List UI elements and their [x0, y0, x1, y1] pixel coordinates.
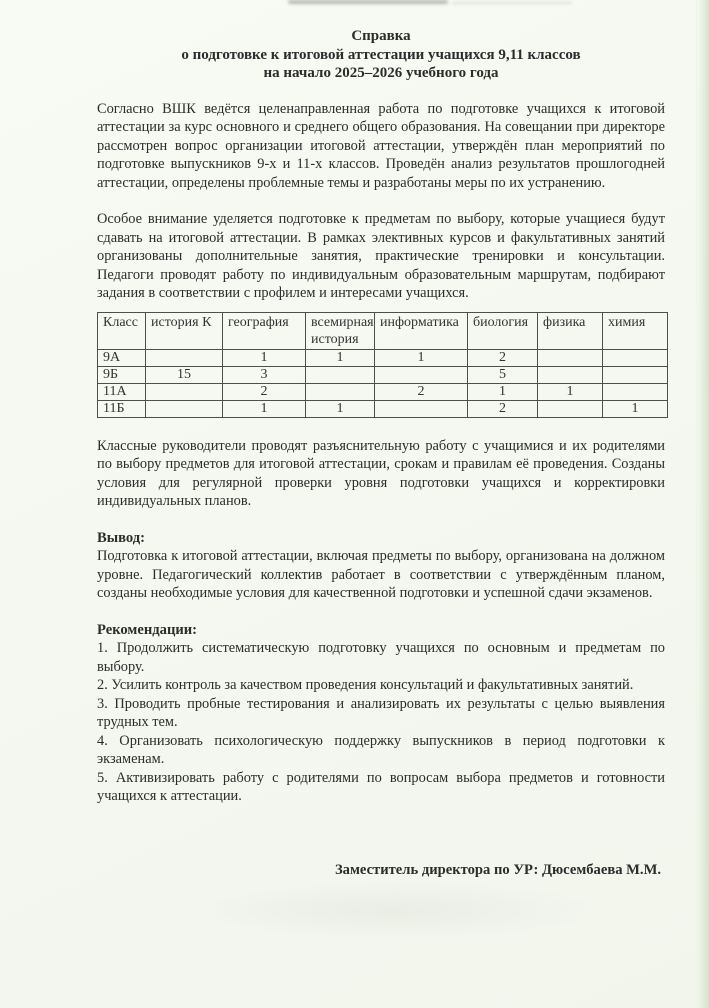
table-header-row	[98, 312, 668, 349]
table-cell	[603, 349, 668, 366]
document-content	[97, 27, 665, 879]
title-line-1: Справка	[351, 28, 411, 44]
document-title	[97, 27, 665, 83]
table-cell: 2	[468, 349, 538, 366]
table-cell: 1	[223, 349, 306, 366]
recommendation-item-4: 4. Организовать психологическую поддержку выпускников в период подготовки к экзаменам.	[97, 732, 665, 767]
paragraph-class-teachers: Классные руководители проводят разъяснительную работу с учащимися и их родителями по выбору предметов для итоговой аттестации, срокам и правилам её проведения. Созданы условия для регулярной проверки уровня подготовки учащихся и корректировки индивидуальных планов.	[97, 437, 665, 509]
subjects-table	[97, 312, 668, 418]
table-cell: 9Б	[98, 366, 146, 383]
table-cell: 1	[375, 349, 468, 366]
table-cell: 1	[306, 400, 375, 417]
table-cell: 1	[538, 383, 603, 400]
recommendations-heading: Рекомендации:	[97, 621, 198, 638]
table-row-9b	[98, 366, 668, 383]
table-cell	[603, 383, 668, 400]
table-row-11a	[98, 383, 668, 400]
table-cell: 2	[375, 383, 468, 400]
table-cell	[306, 383, 375, 400]
table-cell: 9А	[98, 349, 146, 366]
conclusion-heading: Вывод:	[97, 529, 146, 546]
table-cell: 1	[223, 400, 306, 417]
table-cell: 5	[468, 366, 538, 383]
table-cell	[538, 366, 603, 383]
table-cell	[375, 400, 468, 417]
table-row-9a	[98, 349, 668, 366]
conclusion-text: Подготовка к итоговой аттестации, включая предметы по выбору, организована на должном уровне. Педагогический коллектив работает в соответствии с утверждённым планом, созданы необходимые условия для качественной подготовки и успешной сдачи экзаменов.	[97, 548, 665, 601]
signature-line: Заместитель директора по УР: Дюсембаева М.М.	[334, 861, 661, 878]
scan-bleedthrough	[180, 880, 600, 940]
table-cell	[146, 400, 223, 417]
paragraph-intro: Согласно ВШК ведётся целенаправленная работа по подготовке учащихся к итоговой аттестации за курс основного и среднего общего образования. На совещании при директоре рассмотрен вопрос организации итоговой аттестации, утверждён план мероприятий по подготовке выпускников 9-х и 11-х классов. Проведён анализ результатов прошлогодней аттестации, определены проблемные темы и разработаны меры по их устранению.	[97, 100, 665, 191]
table-cell: 1	[468, 383, 538, 400]
table-cell	[375, 366, 468, 383]
table-cell	[146, 349, 223, 366]
table-cell: 11А	[98, 383, 146, 400]
recommendation-item-2: 2. Усилить контроль за качеством проведения консультаций и факультативных занятий.	[97, 677, 634, 693]
table-cell: 1	[603, 400, 668, 417]
table-header-chemistry: химия	[603, 312, 668, 349]
table-cell	[603, 366, 668, 383]
table-header-world-history: всемирная история	[306, 312, 375, 349]
table-cell: 2	[468, 400, 538, 417]
table-header-physics: физика	[538, 312, 603, 349]
table-header-biology: биология	[468, 312, 538, 349]
table-header-class: Класс	[98, 312, 146, 349]
table-cell: 15	[146, 366, 223, 383]
table-cell	[146, 383, 223, 400]
title-line-2: о подготовке к итоговой аттестации учащихся 9,11 классов	[181, 46, 581, 63]
recommendation-item-5: 5. Активизировать работу с родителями по вопросам выбора предметов и готовности учащихся к аттестации.	[97, 769, 665, 804]
scan-artifact-top	[288, 0, 448, 4]
table-row-11b	[98, 400, 668, 417]
recommendation-item-1: 1. Продолжить систематическую подготовку учащихся по основным и предметам по выбору.	[97, 640, 665, 675]
table-cell	[306, 366, 375, 383]
table-header-geography: география	[223, 312, 306, 349]
table-cell	[538, 400, 603, 417]
table-cell: 11Б	[98, 400, 146, 417]
recommendation-item-3: 3. Проводить пробные тестирования и анализировать их результаты с целью выявления трудных тем.	[97, 695, 665, 730]
table-header-informatics: информатика	[375, 312, 468, 349]
paragraph-elective-subjects: Особое внимание уделяется подготовке к предметам по выбору, которые учащиеся будут сдавать на итоговой аттестации. В рамках элективных курсов и факультативных занятий организованы дополнительные занятия, практические тренировки и консультации. Педагоги проводят работу по индивидуальным образовательным маршрутам, подбирают задания в соответствии с профилем и интересами учащихся.	[97, 211, 665, 301]
title-line-3: на начало 2025–2026 учебного года	[263, 65, 499, 81]
table-cell: 1	[306, 349, 375, 366]
table-cell	[538, 349, 603, 366]
recommendations-list	[97, 639, 665, 806]
scan-artifact-top-secondary	[452, 2, 572, 4]
table-cell: 2	[223, 383, 306, 400]
scan-edge-right	[696, 0, 709, 1008]
table-header-history-k: история К	[146, 312, 223, 349]
table-cell: 3	[223, 366, 306, 383]
